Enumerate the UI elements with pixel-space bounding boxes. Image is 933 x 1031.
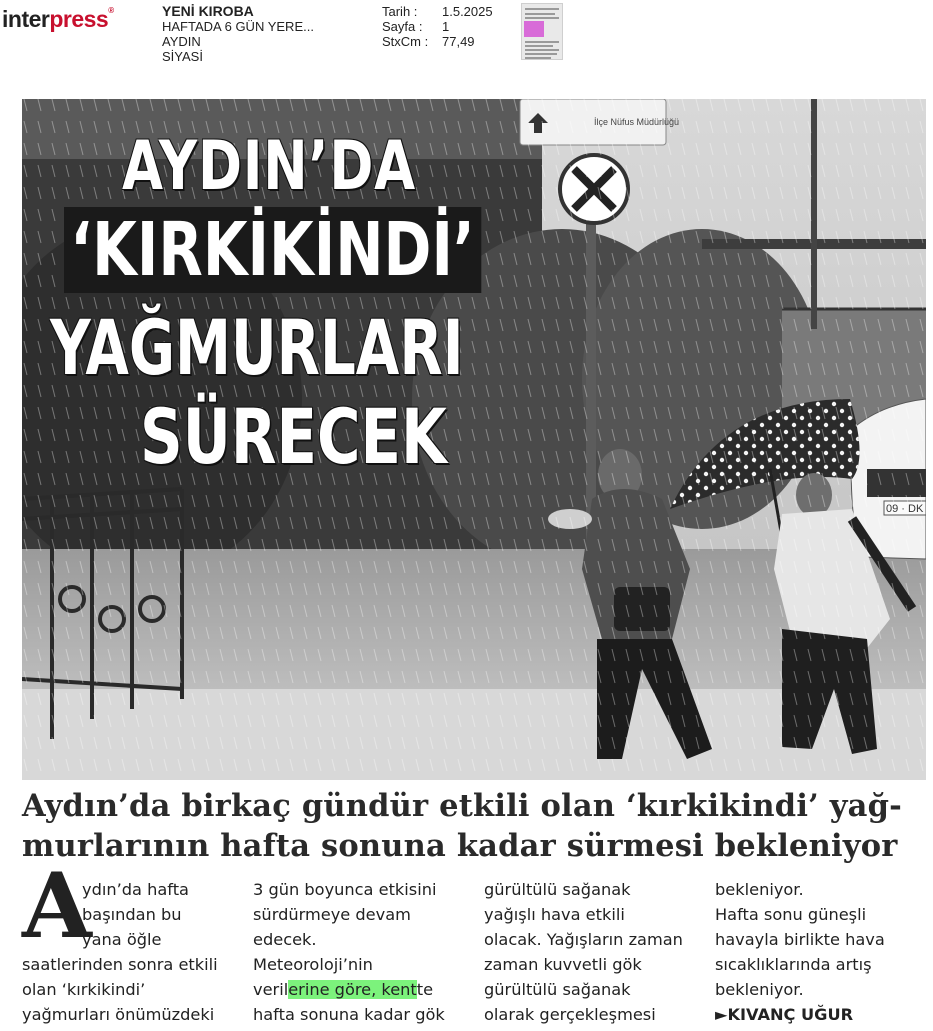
publication-name: YENİ KIROBA [162,3,254,19]
body-column-1 [22,877,232,1027]
headline-line-4: SÜRECEK [140,392,447,481]
publication-frequency: HAFTADA 6 GÜN YERE... [162,19,314,34]
page-thumbnail[interactable] [521,3,563,60]
body-line: olan ‘kırkikindi’ [22,980,146,999]
body-line: ydın’da hafta [82,880,189,899]
body-line: olarak gerçekleşmesi [484,1005,656,1024]
body-line: gürültülü sağanak [484,880,631,899]
article-subheadline [22,786,928,866]
publication-category: SİYASİ [162,49,203,64]
body-line: sıcaklıklarında artış [715,955,872,974]
body-line-highlighted: verilerine göre, kentte [253,980,434,999]
body-line: havayla birlikte hava [715,930,885,949]
headline-line-1: AYDIN’DA [122,127,416,206]
body-line: bekleniyor. [715,980,804,999]
body-line: Meteoroloji’nin [253,955,373,974]
page-row [382,19,493,34]
publication-city: AYDIN [162,34,201,49]
date-value: 1.5.2025 [442,4,493,19]
body-line: edecek. [253,930,317,949]
body-column-3 [484,877,696,1027]
body-line: sürdürmeye devam [253,905,411,924]
date-row [382,4,493,19]
stxcm-label: StxCm : [382,34,429,49]
body-column-2 [253,877,465,1027]
page-value: 1 [442,19,450,34]
publication-info [162,4,314,64]
street-sign-text: İlçe Nüfus Müdürlüğü [594,117,680,127]
body-line: gürültülü sağanak [484,980,631,999]
stxcm-row [382,34,493,49]
clipping-meta [382,4,493,49]
body-line: olacak. Yağışların zaman [484,930,683,949]
author-byline: ►KIVANÇ UĞUR [715,1005,854,1024]
body-line: yağmurları önümüzdeki [22,1005,215,1024]
body-column-4 [715,877,927,1027]
clipping-header [0,0,933,70]
stxcm-value: 77,49 [442,34,475,49]
keyword-highlight: erine göre, kent [288,980,417,999]
subheadline-line-2: murlarının hafta sonuna kadar sürmesi bekleniyor [22,828,898,864]
drop-cap: A [22,853,92,959]
body-line: hafta sonuna kadar gök [253,1005,445,1024]
date-label: Tarih : [382,4,418,19]
subheadline-line-1: Aydın’da birkaç gündür etkili olan ‘kırkikindi’ yağ- [22,788,903,824]
thumbnail-highlight [524,21,544,37]
headline-line-3: YAĞMURLARI [50,303,464,392]
body-line: zaman kuvvetli gök [484,955,642,974]
body-line: yana öğle [82,930,162,949]
body-line: saatlerinden sonra etkili [22,955,218,974]
body-line: yağışlı hava etkili [484,905,625,924]
body-line: bekleniyor. [715,880,804,899]
page-label: Sayfa : [382,19,423,34]
body-line: 3 gün boyunca etkisini [253,880,437,899]
article-photo [22,99,926,780]
license-plate-text: 09 · DK [886,503,924,515]
interpress-logo: interpress® [2,6,114,32]
headline-line-2: ‘KIRKİKİNDİ’ [64,207,481,293]
body-line: başından bu [82,905,182,924]
body-line: Hafta sonu güneşli [715,905,867,924]
